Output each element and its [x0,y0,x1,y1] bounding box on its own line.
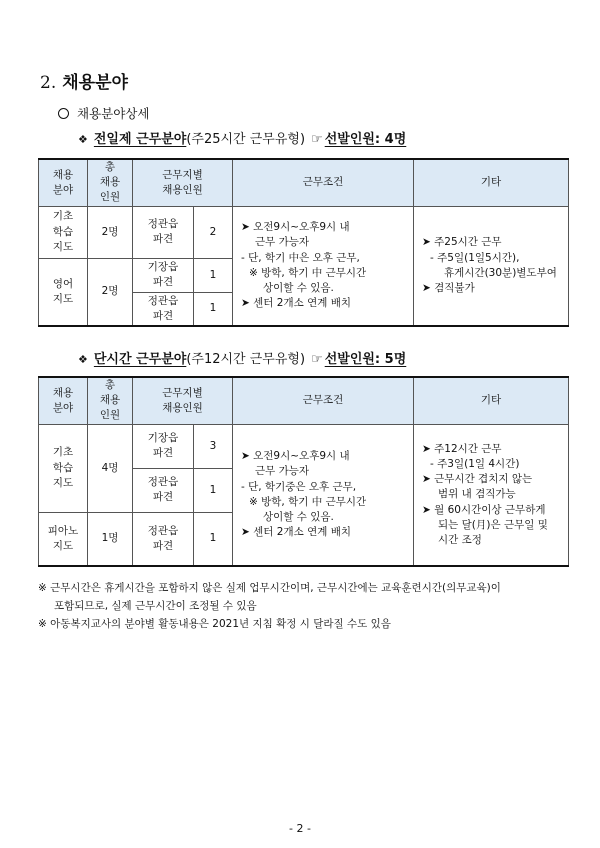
header-conditions: 근무조건 [233,377,414,424]
condition-line: 근무 가능자 [255,465,310,478]
section-number: 2. [40,73,57,93]
total-cell: 2명 [88,206,133,258]
header-field: 채용 분야 [39,377,88,424]
condition-line: 상이할 수 있음. [263,511,334,524]
condition-line: ※ 방학, 학기 中 근무시간 [249,495,367,508]
place-cell: 정관읍 파견 [133,512,194,566]
footnotes [38,580,568,634]
note-line: ※ 아동복지교사의 분야별 활동내용은 2021년 지침 확정 시 달라질 수도 있음 [38,617,391,630]
etc-line: 되는 달(月)은 근무일 및 [438,518,548,531]
etc-line: ➤ 주12시간 근무 [422,442,502,455]
place-cell: 정관읍 파견 [133,292,194,326]
pointing-hand-icon: ☞ [311,132,323,147]
etc-line: - 주3일(1일 4시간) [430,457,520,470]
count-cell: 1 [194,292,233,326]
header-etc: 기타 [414,377,569,424]
header-field: 채용 분야 [39,159,88,206]
etc-line: 시간 조정 [438,533,482,546]
total-cell: 4명 [88,424,133,512]
count-cell: 3 [194,424,233,468]
table-row [39,206,569,258]
header-byarea: 근무지별 채용인원 [133,159,233,206]
condition-line: - 단, 학기 中은 오후 근무, [241,251,360,264]
subsection-label: 채용분야상세 [77,106,150,121]
etc-line: ➤ 겸직불가 [422,282,475,295]
diamond-bullet-icon: ❖ [78,353,88,366]
etc-cell [414,424,569,566]
field-cell: 피아노 지도 [39,512,88,566]
table-header-row [39,159,569,206]
place-cell: 정관읍 파견 [133,206,194,258]
count-cell: 1 [194,258,233,292]
table-header-row [39,377,569,424]
table-row [39,424,569,468]
total-cell: 2명 [88,258,133,326]
condition-line: ➤ 오전9시~오후9시 내 [241,221,350,234]
condition-line: 근무 가능자 [255,236,310,249]
parttime-heading [78,348,406,367]
subsection-heading [58,104,149,122]
conditions-cell [233,206,414,326]
fulltime-title: 전일제 근무분야 [93,132,187,147]
condition-line: 상이할 수 있음. [263,282,334,295]
total-cell: 1명 [88,512,133,566]
condition-line: ➤ 센터 2개소 연계 배치 [241,297,351,310]
fulltime-count: 선발인원: 4명 [324,132,407,147]
etc-line: ➤ 근무시간 겹치지 않는 [422,473,533,486]
etc-line: 휴게시간(30분)별도부여 [444,266,557,279]
condition-line: ➤ 오전9시~오후9시 내 [241,450,350,463]
fulltime-hours: (주25시간 근무유형) [186,132,306,147]
section-title: 채용분야 [62,73,128,93]
condition-line: ➤ 센터 2개소 연계 배치 [241,526,351,539]
count-cell: 1 [194,468,233,512]
field-cell: 영어 지도 [39,258,88,326]
count-cell: 1 [194,512,233,566]
conditions-cell [233,424,414,566]
fulltime-table [38,158,569,327]
etc-line: ➤ 주25시간 근무 [422,236,502,249]
parttime-title: 단시간 근무분야 [93,352,187,367]
header-total: 총 채용 인원 [88,159,133,206]
section-heading [40,68,128,93]
etc-line: ➤ 월 60시간이상 근무하게 [422,503,546,516]
circle-bullet-icon [58,108,69,119]
field-cell: 기초 학습 지도 [39,206,88,258]
parttime-table [38,376,569,567]
fulltime-heading [78,128,406,147]
place-cell: 기장읍 파견 [133,258,194,292]
header-byarea: 근무지별 채용인원 [133,377,233,424]
header-conditions: 근무조건 [233,159,414,206]
diamond-bullet-icon: ❖ [78,133,88,146]
header-etc: 기타 [414,159,569,206]
etc-line: - 주5일(1일5시간), [430,251,520,264]
etc-line: 범위 내 겸직가능 [438,488,516,501]
count-cell: 2 [194,206,233,258]
etc-cell [414,206,569,326]
header-total: 총 채용 인원 [88,377,133,424]
parttime-hours: (주12시간 근무유형) [186,352,306,367]
condition-line: - 단, 학기중은 오후 근무, [241,480,357,493]
condition-line: ※ 방학, 학기 中 근무시간 [249,266,367,279]
place-cell: 기장읍 파견 [133,424,194,468]
place-cell: 정관읍 파견 [133,468,194,512]
pointing-hand-icon: ☞ [311,352,323,367]
note-line: 포함되므로, 실제 근무시간이 조정될 수 있음 [54,599,257,612]
note-line: ※ 근무시간은 휴게시간을 포함하지 않은 실제 업무시간이며, 근무시간에는 교육훈련시간(의무교육)이 [38,582,501,594]
parttime-count: 선발인원: 5명 [324,352,407,367]
field-cell: 기초 학습 지도 [39,424,88,512]
page-number: - 2 - [289,822,311,835]
